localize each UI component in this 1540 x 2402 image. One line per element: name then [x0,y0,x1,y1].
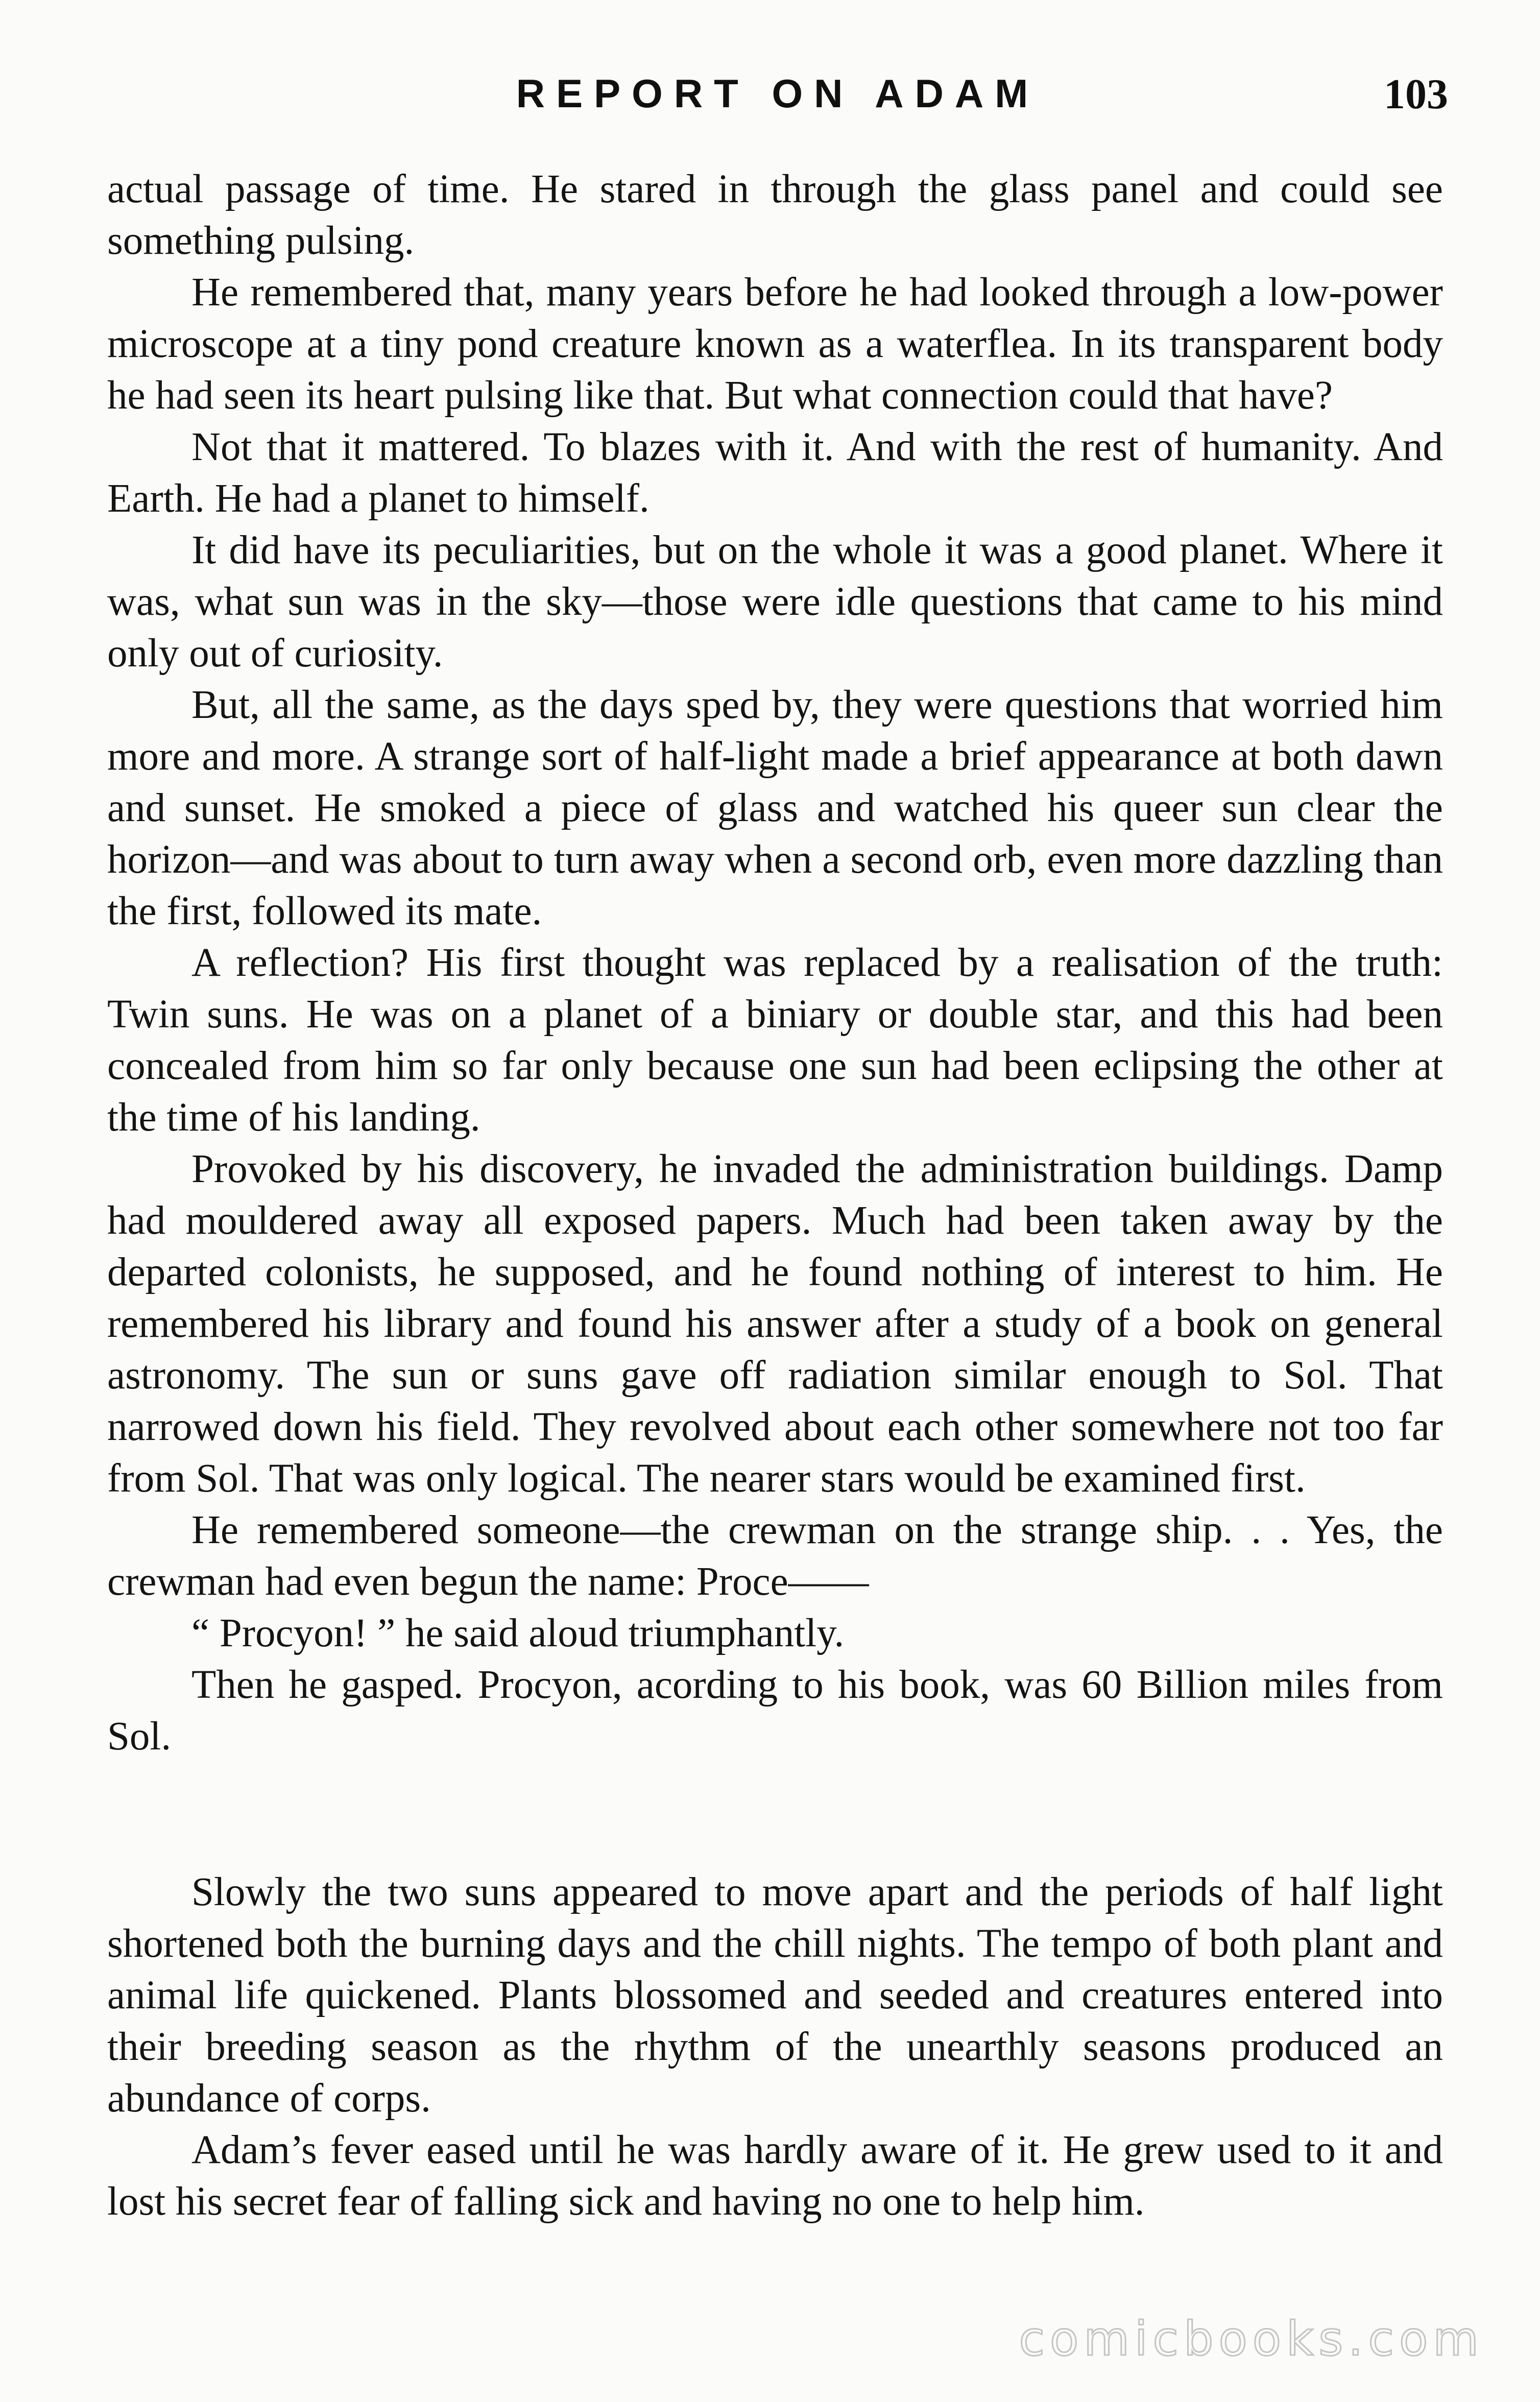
page-number: 103 [1384,70,1448,118]
watermark-logo: comicbooks.com [1019,2312,1484,2366]
paragraph: But, all the same, as the days sped by, they were questions that worried him more and more. A strange sort of half-light made a brief appearance at both dawn and sunset. He smoked a piece of glass and watched his queer sun clear the horizon—and was about to turn away when a second orb, even more dazzling than the first, followed its mate. [107,683,1443,933]
paragraph: He remembered that, many years before he had looked through a low-power microscope at a tiny pond creature known as a waterflea. In its transparent body he had seen its heart pulsing like that. But what connection could that have? [107,270,1443,418]
section-break [107,1762,1443,1866]
paragraph-dialogue: “ Procyon! ” he said aloud triumphantly. [191,1611,845,1655]
paragraph: Not that it mattered. To blazes with it. And with the rest of humanity. And Earth. He had a planet to himself. [107,425,1443,521]
paragraph: Provoked by his discovery, he invaded the administration buildings. Damp had mouldered away all exposed papers. Much had been taken away by the departed colonists, he supposed, and he found nothing of interest to him. He remembered his library and found his answer after a study of a book on general astronomy. The sun or suns gave off radiation similar enough to Sol. That narrowed down his field. They revolved about each other somewhere not too far from Sol. That was only logical. The nearer stars would be examined first. [107,1147,1443,1501]
paragraph-continued: actual passage of time. He stared in through the glass panel and could see something pulsing. [107,167,1443,263]
paragraph: Adam’s fever eased until he was hardly aware of it. He grew used to it and lost his secret fear of falling sick and having no one to help him. [107,2128,1443,2224]
running-head [107,66,1448,123]
paragraph: A reflection? His first thought was replaced by a realisation of the truth: Twin suns. He was on a planet of a biniary or double star, and this had been concealed from him so far only because one sun had been eclipsing the other at the time of his landing. [107,941,1443,1140]
paragraph: Then he gasped. Procyon, acording to his book, was 60 Billion miles from Sol. [107,1663,1443,1759]
running-title: REPORT ON ADAM [516,71,1040,116]
paragraph: It did have its peculiarities, but on the whole it was a good planet. Where it was, what sun was in the sky—those were idle questions that came to his mind only out of curiosity. [107,528,1443,676]
paragraph: Slowly the two suns appeared to move apart and the periods of half light shortened both the burning days and the chill nights. The tempo of both plant and animal life quickened. Plants blossomed and seeded and creatures entered into their breeding season as the rhythm of the unearthly seasons produced an abundance of corps. [107,1870,1443,2121]
body-text [107,163,1443,2227]
paragraph: He remembered someone—the crewman on the strange ship. . . Yes, the crewman had even begun the name: Proce—— [107,1508,1443,1604]
